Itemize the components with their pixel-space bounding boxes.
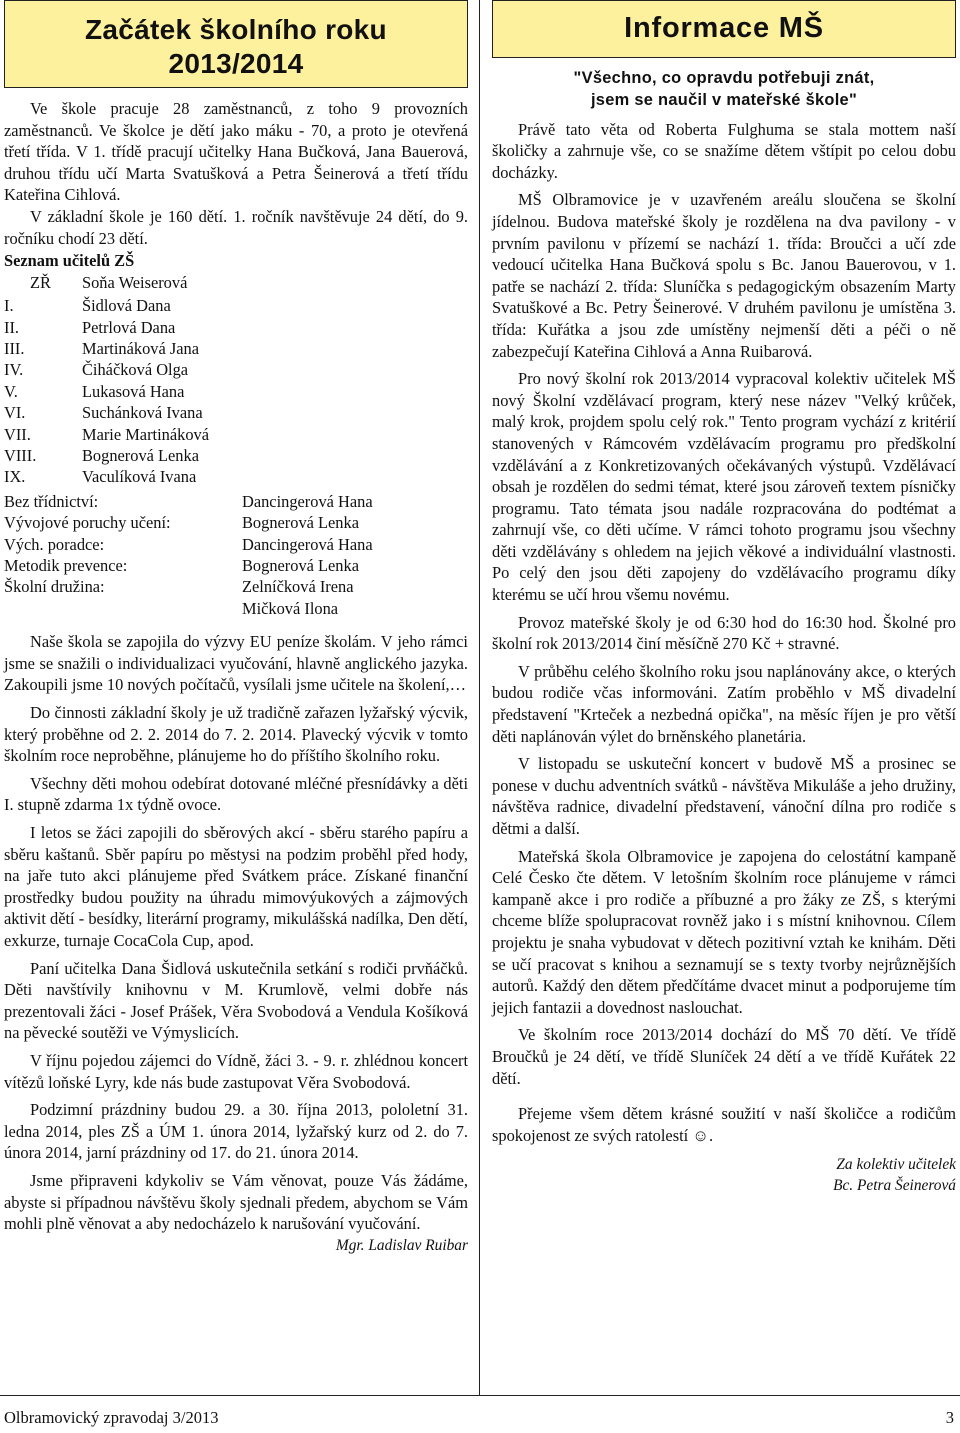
motto-heading: [492, 68, 956, 112]
teacher-row: [4, 445, 468, 466]
page-number: 3: [945, 1408, 954, 1427]
holidays-paragraph: Podzimní prázdniny budou 29. a 30. října 2013, pololetní 31. ledna 2014, ples ZŠ a ÚM 1. února 2014, lyžařský kurz od 2. do 7. února 2014, jarní prázdniny od 17. do 21. února 2014.: [4, 1100, 468, 1163]
attendance-paragraph: Ve školním roce 2013/2014 dochází do MŠ 70 dětí. Ve třídě Broučků je 24 dětí, ve třídě Sluníček 24 dětí a ve třídě Kuřátek 22 dětí.: [492, 1025, 956, 1088]
pupils-paragraph: V základní škole je 160 dětí. 1. ročník navštěvuje 24 dětí, do 9. ročníku chodí 23 dětí.: [4, 206, 468, 248]
teacher-row: [4, 424, 468, 445]
director-role: ZŘ: [30, 272, 51, 292]
motto-line-1: "Všechno, co opravdu potřebuji znát,: [573, 69, 875, 87]
class-number: III.: [4, 338, 25, 358]
ms-title: Informace MŠ: [624, 12, 824, 44]
wish-paragraph: Přejeme všem dětem krásné soužití v naší školičce a rodičům spokojenost ze svých ratolestí ☺.: [492, 1104, 956, 1145]
teacher-name: Petrlová Dana: [82, 317, 176, 337]
teacher-name: Martináková Jana: [82, 338, 199, 358]
teacher-name: Marie Martináková: [82, 424, 209, 444]
role-label: Školní družina:: [4, 577, 105, 597]
role-label: [4, 598, 242, 619]
role-label: Vývojové poruchy učení:: [4, 513, 171, 533]
teacher-row: [4, 338, 468, 359]
role-row: [4, 534, 468, 555]
vienna-paragraph: V říjnu pojedou zájemci do Vídně, žáci 3. - 9. r. zhlédnou koncert vítězů loňské Lyry, kde nás bude zastupovat Věra Svobodová.: [4, 1050, 468, 1092]
right-column: [492, 0, 956, 1196]
opening-hours-paragraph: Provoz mateřské školy je od 6:30 hod do 16:30 hod. Školné pro školní rok 2013/2014 činí měsíčně 270 Kč + stravné.: [492, 612, 956, 654]
role-person: Bognerová Lenka: [242, 513, 359, 533]
class-number: VII.: [4, 424, 31, 444]
contact-paragraph: Jsme připraveni kdykoliv se Vám věnovat, pouze Vás žádáme, abyste si případnou návštěvu školy sjednali předem, abychom se Vám mohli plně věnovat a aby nedocházelo k narušování vyučování.: [4, 1170, 468, 1234]
teacher-row: [4, 381, 468, 402]
teacher-name: Vaculíková Ivana: [82, 467, 197, 487]
right-signature-line-2: Bc. Petra Šeinerová: [833, 1177, 956, 1195]
class-number: II.: [4, 317, 20, 337]
program-paragraph: Pro nový školní rok 2013/2014 vypracoval kolektiv učitelek MŠ nový Školní vzdělávací program, který nese název "Velký krůček, malý krok, projdem spolu celý rok." Tento program vychází z kritérií stanovených v Rámcovém vzdělávacím programu pro předškolní vzdělávání a z Konkretizovaných očekávaných výstupů. Vzdělávací obsah je rozdělen do sedmi témat, které jsou zároveň textem písničky programu. Tato témata jsou nadále rozpracována do podtémat a zahrnují vše, co děti učíme. V rámci tohoto programu jsou všechny děti vzdělávány s ohledem na jejich věkové a individuální vlastnosti. Po celý den jsou děti zapojeny do vzdělávacího programu díky kterému se učí hrou všemu novému.: [492, 369, 956, 605]
director-name: Soňa Weiserová: [82, 272, 188, 292]
role-person: Bognerová Lenka: [242, 556, 359, 576]
teacher-name: Suchánková Ivana: [82, 403, 203, 423]
ms-title-box: [492, 0, 956, 58]
role-list: [4, 491, 468, 619]
class-number: VIII.: [4, 446, 37, 465]
teacher-row: [4, 359, 468, 380]
parents-meeting-paragraph: Paní učitelka Dana Šidlová uskutečnila setkání s rodiči prvňáčků. Děti navštívily knihovnu v M. Krumlově, velmi dobře nás prezentovali žáci - Josef Prášek, Věra Svobodová a Vendula Košíková na pěvecké soutěži ve Výmyslicích.: [4, 958, 468, 1043]
class-number: V.: [4, 381, 18, 401]
role-row: [4, 555, 468, 576]
staff-heading: Seznam učitelů ZŠ: [4, 251, 135, 271]
left-signature: Mgr. Ladislav Ruibar: [335, 1236, 468, 1254]
teacher-row: [4, 466, 468, 487]
role-label: Vých. poradce:: [4, 534, 105, 554]
role-row: [4, 598, 468, 619]
role-label: Metodik prevence:: [4, 556, 128, 576]
role-row: [4, 576, 468, 597]
role-row: [4, 491, 468, 512]
events-paragraph: V průběhu celého školního roku jsou naplánovány akce, o kterých budou rodiče včas informováni. Zatím proběhlo v MŠ divadelní představení "Krteček a nezbedná opička", na měsíc říjen je pro větší děti naplánován výlet do brněnského planetária.: [492, 661, 956, 746]
publication-name: Olbramovický zpravodaj 3/2013: [4, 1408, 219, 1427]
teacher-name: Šidlová Dana: [82, 296, 171, 316]
motto-line-2: jsem se naučil v mateřské škole": [590, 90, 858, 109]
role-row: [4, 512, 468, 533]
class-number: IV.: [4, 360, 24, 380]
motto-paragraph: Právě tato věta od Roberta Fulghuma se stala mottem naší školičky a zahrnuje vše, co se snažíme dětem vštípit po celou dobu docházky.: [492, 119, 956, 182]
role-person: Zelníčková Irena: [242, 577, 354, 597]
column-divider: [479, 0, 480, 1395]
milk-paragraph: Všechny děti mohou odebírat dotované mléčné přesnídávky a děti I. stupně zdarma 1x týdně ovoce.: [4, 773, 468, 815]
november-paragraph: V listopadu se uskuteční koncert v budově MŠ a prosinec se ponese v duchu adventních svátků - návštěva Mikuláše a jeho družiny, návštěva radnice, divadelní představení, vánoční dílna pro rodiče s dětmi a další.: [492, 754, 956, 838]
ski-paragraph: Do činnosti základní školy je už tradičně zařazen lyžařský výcvik, který proběhne od 2. 2. 2014 do 7. 2. 2014. Plavecký výcvik v tomto školním roce neproběhne, plánujeme ho do příštího školního roku.: [4, 703, 468, 766]
teacher-list: [4, 295, 468, 488]
right-signature-line-1: Za kolektiv učitelek: [836, 1156, 956, 1174]
school-year-title-box: [4, 0, 468, 88]
teacher-name: Lukasová Hana: [82, 381, 185, 401]
building-paragraph: MŠ Olbramovice je v uzavřeném areálu sloučena se školní jídelnou. Budova mateřské školy je rozdělena na dva pavilony - v prvním pavilonu v přízemí se nachází 1. třída: Broučci a učí zde vedoucí učitelka Hana Bučková spolu s Bc. Janou Bauerovou, v 1. patře se nachází 2. třída: Sluníčka s pedagogickým obsazením Marty Svatuškové a Bc. Petry Šeinerové. V druhém pavilonu je umístěna 3. třída: Kuřátka a jsou zde umístěny nejmenší děti a péči o ně zabezpečují Kateřina Cihlová a Anna Ruibarová.: [492, 190, 956, 361]
school-year-title-year: 2013/2014: [168, 48, 304, 79]
school-year-title: Začátek školního roku: [85, 14, 387, 45]
role-person: Mičková Ilona: [242, 598, 339, 618]
teacher-row: [4, 317, 468, 338]
left-column: [4, 0, 468, 1256]
eu-paragraph: Naše škola se zapojila do výzvy EU peníze školám. V jeho rámci jsme se snažili o individualizaci vyučování, hlavně anglického jazyka. Zakoupili jsme 10 nových počítačů, vysílali jsme učitele na školení,…: [4, 632, 468, 695]
class-number: IX.: [4, 467, 26, 487]
director-row: [4, 272, 468, 293]
footer-divider: [0, 1395, 960, 1396]
teacher-row: [4, 295, 468, 316]
intro-paragraph: Ve škole pracuje 28 zaměstnanců, z toho 9 provozních zaměstnanců. Ve školce je dětí jako máku - 70, a proto je otevřená třetí třída. V 1. třídě pracují učitelky Hana Bučková, Jana Bauerová, druhou třídu učí Marta Svatušková a Petra Šeinerová a třetí třídu Kateřina Cihlová.: [4, 99, 468, 205]
collection-paragraph: I letos se žáci zapojili do sběrových akcí - sběru starého papíru a sběru kaštanů. Sběr papíru po městysi na podzim proběhl před hody, na jaře tuto akci plánujeme před Svátkem práce. Získané finanční prostředky budou použity na úhradu mimovýukových a zájmových aktivit dětí - besídky, literární programy, mikulášská nadílka, Den dětí, exkurze, turnaje CocaCola Cup, apod.: [4, 823, 468, 950]
role-person: Dancingerová Hana: [242, 534, 373, 554]
reading-campaign-paragraph: Mateřská škola Olbramovice je zapojena do celostátní kampaně Celé Česko čte dětem. V letošním školním roce plánujeme v rámci kampaně akce i pro rodiče a příbuzné a pro žáky ze ZŠ, s kterými chceme blíže spolupracovat rovněž jako i s místní knihovnou. Cílem projektu je snaha vybudovat v dětech pozitivní vztah ke knihám. Děti se učí pracovat s knihou a seznamují se s texty tvorby nejrůznějších autorů. Každý den dětem předčítáme dvacet minut a podporujeme tím jejich fantazii a dovednost naslouchat.: [492, 846, 956, 1017]
teacher-name: Bognerová Lenka: [82, 446, 199, 465]
role-label: Bez třídnictví:: [4, 491, 99, 511]
class-number: I.: [4, 296, 14, 316]
teacher-name: Čiháčková Olga: [82, 360, 189, 380]
class-number: VI.: [4, 403, 26, 423]
teacher-row: [4, 402, 468, 423]
role-person: Dancingerová Hana: [242, 491, 373, 511]
